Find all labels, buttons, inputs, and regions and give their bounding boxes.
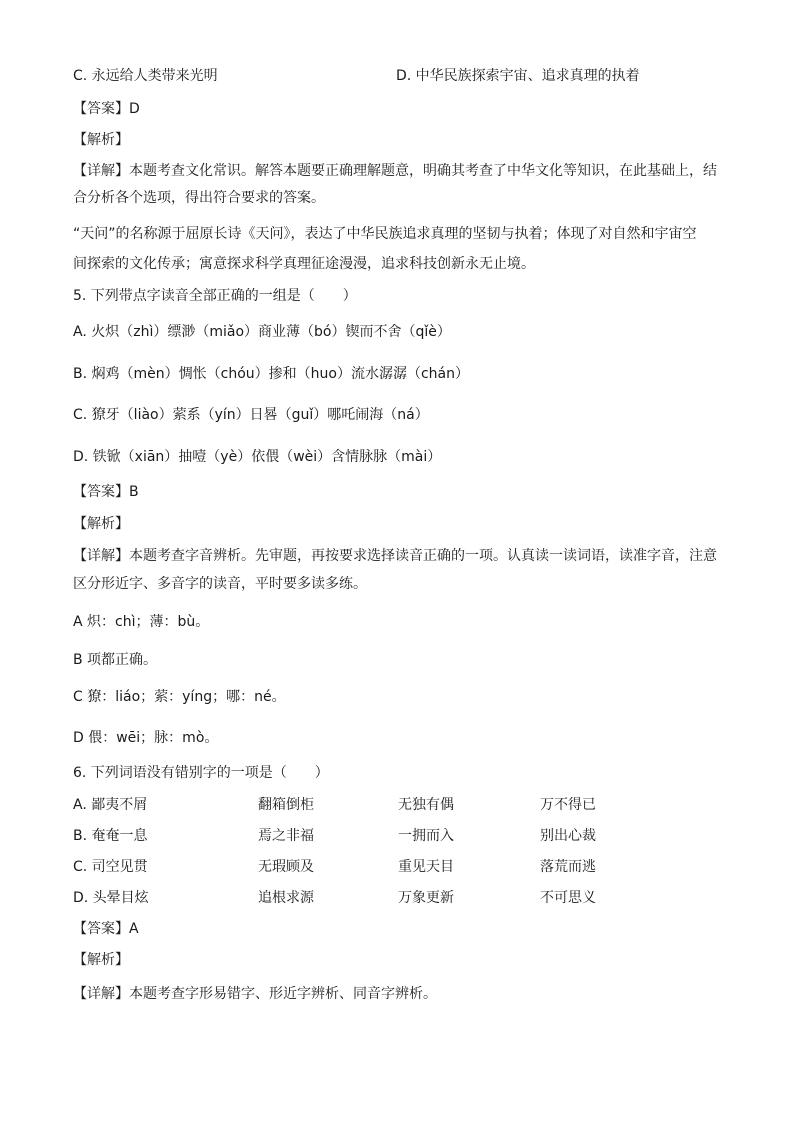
q5-note-c: C 獠：liáo；萦：yíng；哪：né。	[73, 689, 286, 705]
q4-option-d: D. 中华民族探索宇宙、追求真理的执着	[396, 68, 640, 84]
q6-option-b-word-2: 焉之非福	[258, 828, 314, 844]
q6-option-d-word-3: 万象更新	[398, 890, 454, 906]
q6-option-a-word-4: 万不得已	[540, 797, 596, 813]
q6-option-a-word-2: 翻箱倒柜	[258, 797, 314, 813]
q5-option-a: A. 火炽（zhì）缥渺（miǎo）商业薄（bó）锲而不舍（qǐè）	[73, 324, 451, 340]
q4-detail-line-4: 间探索的文化传承；寓意探求科学真理征途漫漫，追求科技创新永无止境。	[73, 256, 535, 272]
q5-note-b: B 项都正确。	[73, 652, 158, 668]
q6-answer: 【答案】A	[73, 921, 139, 937]
q6-option-c-word-3: 重见天目	[398, 859, 454, 875]
q5-note-a: A 炽：chì；薄：bù。	[73, 614, 210, 630]
q6-option-d-word-1: D. 头晕目炫	[73, 890, 149, 906]
q5-analysis-heading: 【解析】	[73, 516, 129, 532]
q5-stem: 5. 下列带点字读音全部正确的一组是（ ）	[73, 288, 357, 304]
q4-detail-line-2: 合分析各个选项，得出符合要求的答案。	[73, 190, 325, 206]
q6-option-a-word-3: 无独有偶	[398, 797, 454, 813]
q6-option-c-word-2: 无瑕顾及	[258, 859, 314, 875]
q6-stem: 6. 下列词语没有错别字的一项是（ ）	[73, 765, 329, 781]
q5-answer: 【答案】B	[73, 484, 139, 500]
q4-detail-line-3: “天问”的名称源于屈原长诗《天问》，表达了中华民族追求真理的坚韧与执着；体现了对自然和宇宙空	[73, 226, 697, 242]
q4-option-c: C. 永远给人类带来光明	[73, 68, 218, 84]
q6-option-b-word-1: B. 奄奄一息	[73, 828, 148, 844]
q5-option-c: C. 獠牙（liào）萦系（yín）日晷（guǐ）哪吒闹海（ná）	[73, 407, 429, 423]
q4-detail-line-1: 【详解】本题考查文化常识。解答本题要正确理解题意，明确其考查了中华文化等知识，在此基础上，结	[73, 163, 717, 179]
q5-option-d: D. 铁锨（xiān）抽噎（yè）依偎（wèi）含情脉脉（mài）	[73, 449, 442, 465]
q6-option-b-word-4: 别出心裁	[540, 828, 596, 844]
q5-option-b: B. 焖鸡（mèn）惆怅（chóu）掺和（huo）流水潺潺（chán）	[73, 366, 469, 382]
q6-option-d-word-2: 追根求源	[258, 890, 314, 906]
q5-note-d: D 偎：wēi；脉：mò。	[73, 730, 219, 746]
q5-detail-line-1: 【详解】本题考查字音辨析。先审题，再按要求选择读音正确的一项。认真读一读词语，读准字音，注意	[73, 548, 717, 564]
q6-detail-line-1: 【详解】本题考查字形易错字、形近字辨析、同音字辨析。	[73, 986, 437, 1002]
q6-analysis-heading: 【解析】	[73, 952, 129, 968]
q4-answer: 【答案】D	[73, 101, 140, 117]
q6-option-c-word-1: C. 司空见贯	[73, 859, 148, 875]
q6-option-d-word-4: 不可思义	[540, 890, 596, 906]
q5-detail-line-2: 区分形近字、多音字的读音，平时要多读多练。	[73, 576, 367, 592]
q6-option-c-word-4: 落荒而逃	[540, 859, 596, 875]
q6-option-a-word-1: A. 鄙夷不屑	[73, 797, 148, 813]
q6-option-b-word-3: 一拥而入	[398, 828, 454, 844]
q4-analysis-heading: 【解析】	[73, 132, 129, 148]
